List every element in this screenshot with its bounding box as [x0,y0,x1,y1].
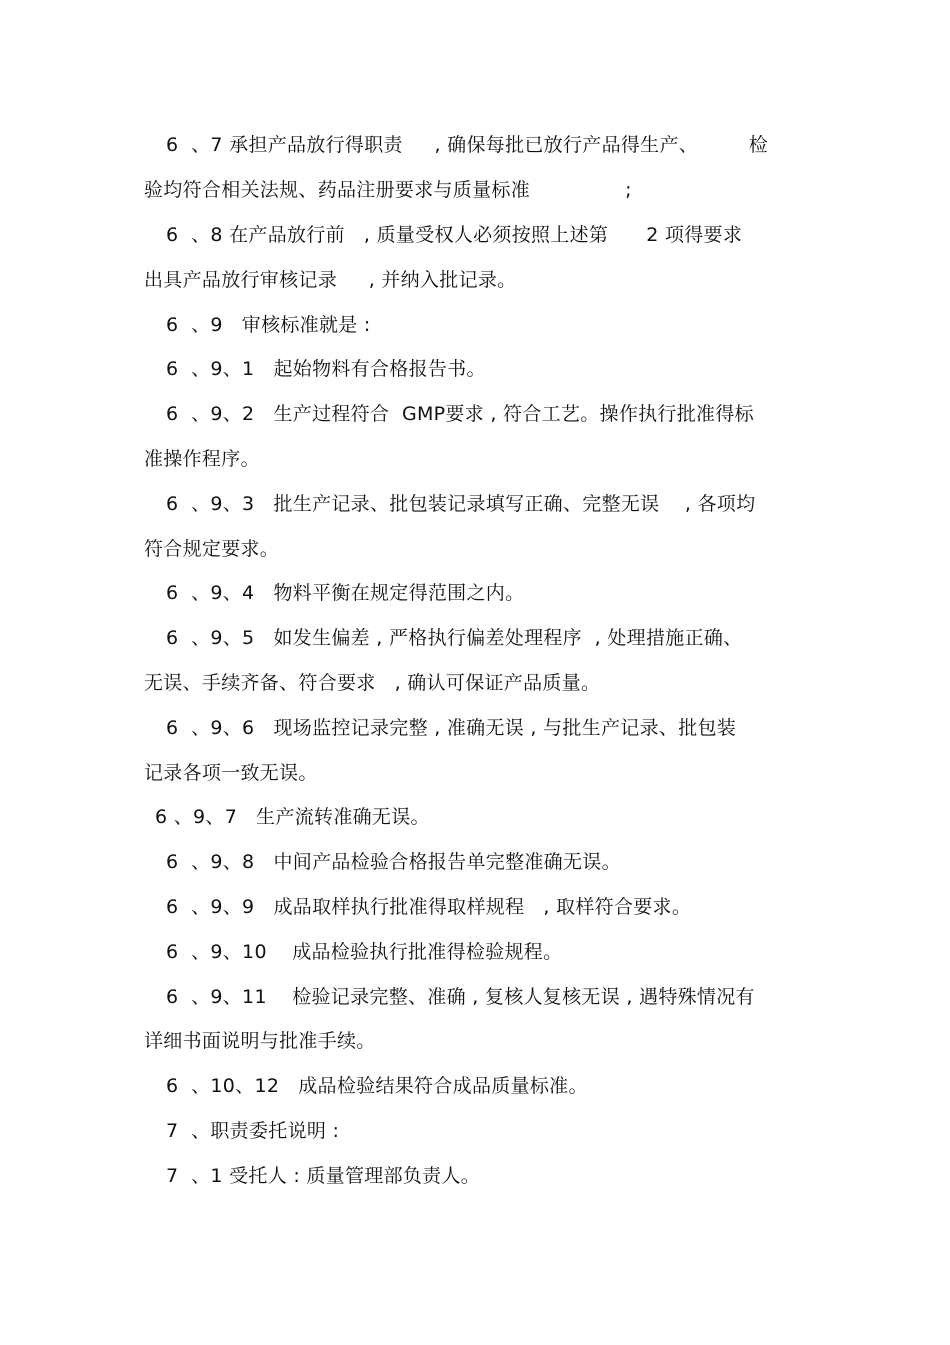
text-line: 6 、9、9 成品取样执行批准得取样规程 , 取样符合要求。 [166,896,692,918]
text-line: 准操作程序。 [144,448,260,470]
text-line: 6 、9、6 现场监控记录完整 , 准确无误 , 与批生产记录、批包装 [166,717,737,739]
text-line: 无误、手续齐备、符合要求 , 确认可保证产品质量。 [144,672,601,694]
text-line: 6 、9、4 物料平衡在规定得范围之内。 [166,582,525,604]
text-line: 6 、9、10 成品检验执行批准得检验规程。 [166,941,563,963]
text-line: 6 、10、12 成品检验结果符合成品质量标准。 [166,1075,588,1097]
text-line: 详细书面说明与批准手续。 [144,1030,376,1052]
text-line: 记录各项一致无误。 [144,762,318,784]
text-line: 7 、职责委托说明 : [166,1120,340,1142]
text-line: 6 、9、1 起始物料有合格报告书。 [166,358,486,380]
text-line: 验均符合相关法规、药品注册要求与质量标准 ; [144,179,632,201]
text-line: 出具产品放行审核记录 , 并纳入批记录。 [144,269,517,291]
text-line: 6 、7 承担产品放行得职责 , 确保每批已放行产品得生产、 检 [166,134,769,156]
text-line: 6 、8 在产品放行前 , 质量受权人必须按照上述第 2 项得要求 [166,224,743,246]
text-line: 符合规定要求。 [144,538,280,560]
text-line: 6 、9、5 如发生偏差 , 严格执行偏差处理程序 , 处理措施正确、 [166,627,743,649]
text-line: 6 、9、7 生产流转准确无误。 [155,806,430,828]
text-line: 6 、9、8 中间产品检验合格报告单完整准确无误。 [166,851,621,873]
text-line: 6 、9、3 批生产记录、批包装记录填写正确、完整无误 , 各项均 [166,493,756,515]
text-line: 6 、9 审核标准就是 : [166,314,371,336]
text-line: 6 、9、11 检验记录完整、准确 , 复核人复核无误 , 遇特殊情况有 [166,986,755,1008]
text-line: 7 、1 受托人 : 质量管理部负责人。 [166,1165,481,1187]
text-line: 6 、9、2 生产过程符合 GMP要求 , 符合工艺。操作执行批准得标 [166,403,754,425]
